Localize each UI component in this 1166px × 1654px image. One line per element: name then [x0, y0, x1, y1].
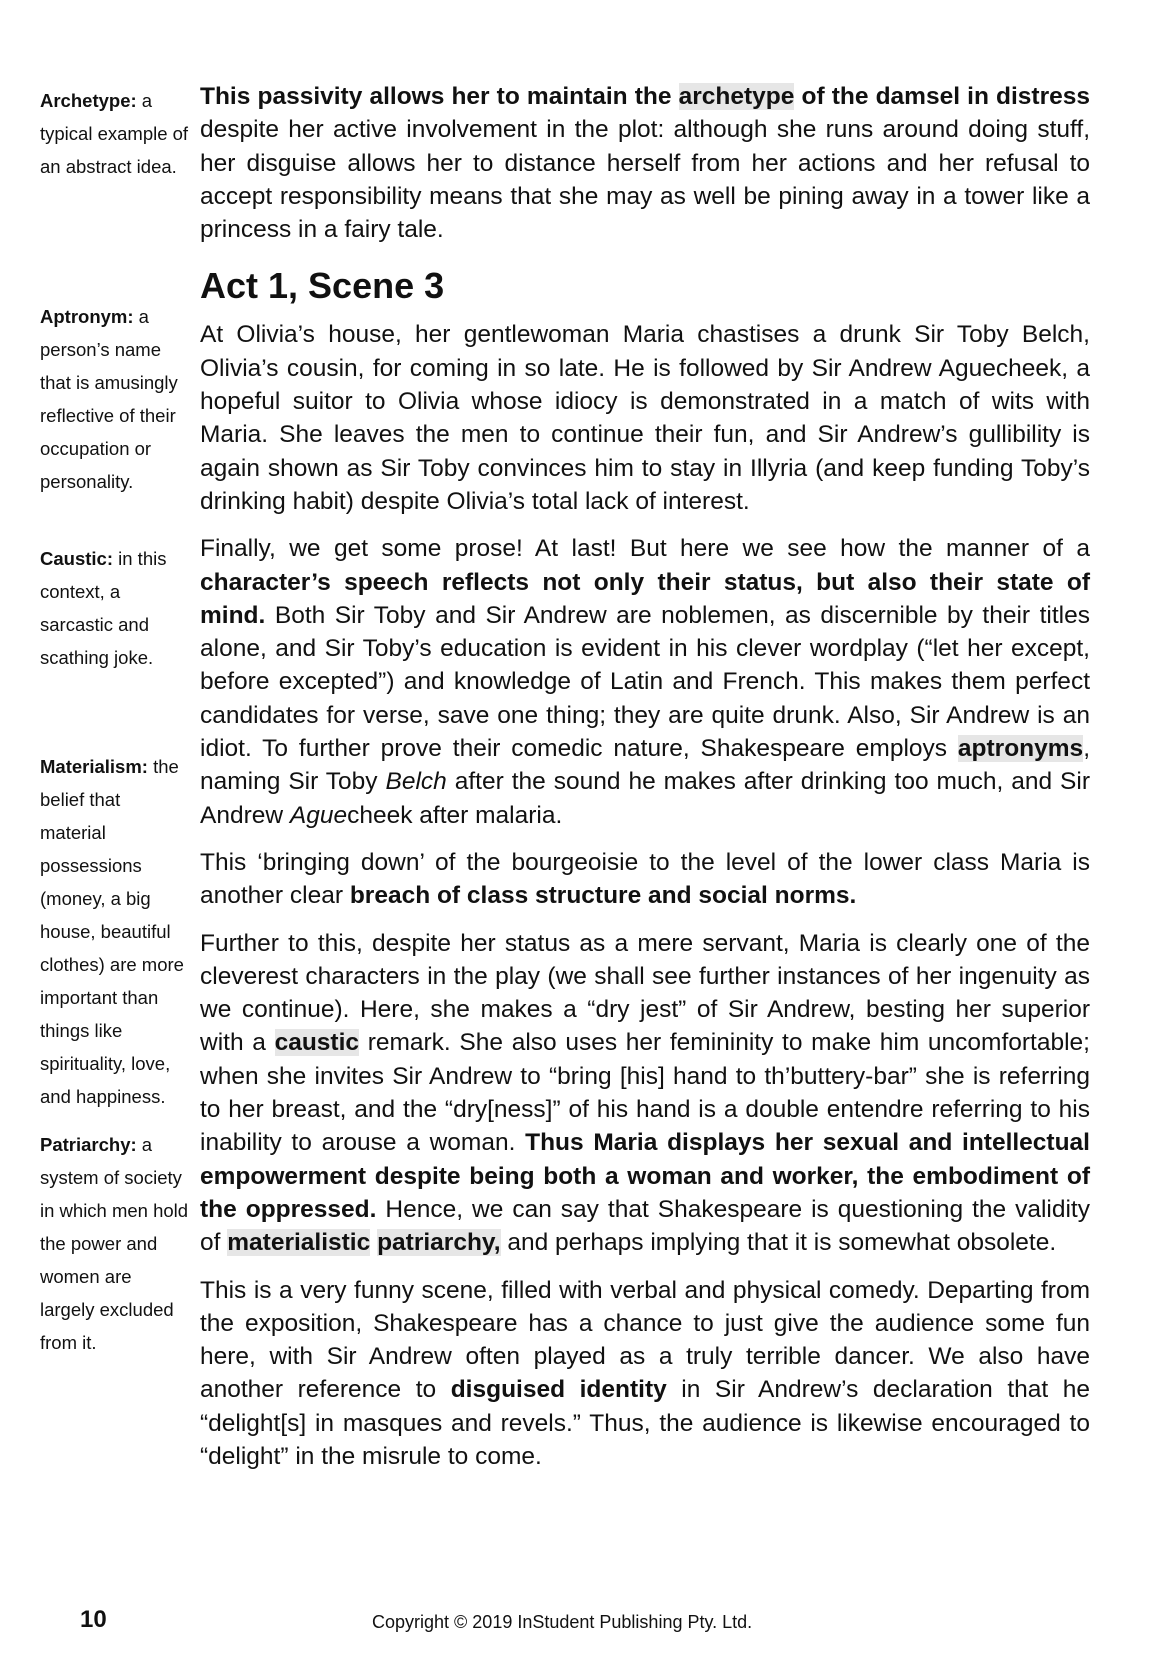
glossary-archetype — [40, 84, 190, 183]
body-text: remark. She also uses her femininity to make him uncomfortable; when she invites Sir Andrew to “bring [his] hand to th’buttery-bar” she is referring to her breast, and the “dry[ness]” of his hand is a double entendre referring to his inability to arouse a woman. — [200, 1029, 1090, 1157]
glossary-caustic — [40, 542, 190, 674]
paragraph-prose — [200, 532, 1090, 832]
glossary-definition: a typical example of an abstract idea. — [40, 90, 189, 177]
glossary-materialism — [40, 750, 190, 1113]
body-text: and perhaps implying that it is somewhat obsolete. — [500, 1229, 1057, 1257]
page-number: 10 — [80, 1606, 107, 1633]
body-text: after the sound he makes after drinking too much, and Sir Andrew — [200, 768, 1090, 829]
glossary-term: Caustic: — [40, 548, 113, 569]
glossary-term: Materialism: — [40, 756, 148, 777]
glossary-patriarchy — [40, 1128, 190, 1359]
body-text: Both Sir Toby and Sir Andrew are noblemen, as discernible by their titles alone, and Sir Toby’s education is evident in his clever wordplay (“let her except, before excepted”) and knowledge of Latin and French. This makes them perfect candidates for verse, save one thing; they are quite drunk. Also, Sir Andrew is an idiot. To further prove their comedic nature, Shakespeare employs — [200, 601, 1090, 763]
body-text: Hence, we can say that Shakespeare is questioning the validity of — [200, 1195, 1090, 1257]
bold-text: disguised identity — [450, 1376, 667, 1404]
bold-text: Thus Maria displays her sexual and intellectual empowerment despite being both a woman and worker, the embodiment of the oppressed. — [200, 1129, 1090, 1223]
paragraph-passivity — [200, 80, 1090, 246]
paragraph-bringing-down — [200, 846, 1090, 913]
body-text: This ‘bringing down’ of the bourgeoisie to the level of the lower class Maria is another clear — [200, 848, 1090, 910]
bold-text: breach of class structure and social norms. — [349, 882, 857, 910]
body-text: Further to this, despite her status as a mere servant, Maria is clearly one of the cleverest characters in the play (we shall see further instances of her ingenuity as we continue). Here, she makes a “dry jest” of Sir Andrew, besting her superior with a — [200, 929, 1090, 1057]
paragraph-maria — [200, 927, 1090, 1260]
highlight-aptronyms: aptronyms — [957, 735, 1084, 763]
glossary-definition: a system of society in which men hold the power and women are largely excluded from it. — [40, 1134, 189, 1353]
body-text: in Sir Andrew’s declaration that he “delight[s] in masques and revels.” Thus, the audience is likewise encouraged to “delight” in the misrule to come. — [200, 1376, 1091, 1470]
copyright-notice: Copyright © 2019 InStudent Publishing Pty. Ltd. — [372, 1612, 753, 1632]
glossary-definition: the belief that material possessions (money, a big house, beautiful clothes) are more important than things like spirituality, love, and happiness. — [40, 756, 184, 1107]
glossary-term: Aptronym: — [40, 306, 134, 327]
paragraph-funny-scene — [200, 1274, 1090, 1474]
body-text: Finally, we get some prose! At last! But here we see how the manner of a — [200, 535, 1090, 563]
highlight-patriarchy: patriarchy, — [377, 1229, 501, 1257]
glossary-aptronym — [40, 300, 190, 498]
highlight-caustic: caustic — [274, 1029, 360, 1057]
section-heading: Act 1, Scene 3 — [200, 265, 445, 307]
body-text: despite her active involvement in the plot: although she runs around doing stuff, her disguise allows her to distance herself from her actions and her refusal to accept responsibility means that she may as well be pining away in a tower like a princess in a fairy tale. — [200, 116, 1090, 244]
italic-text: Belch — [385, 768, 447, 796]
main-text — [200, 80, 1090, 1487]
bold-text: character’s speech reflects not only their status, but also their state of mind. — [200, 568, 1090, 629]
glossary-definition: in this context, a sarcastic and scathing joke. — [40, 548, 167, 668]
body-text: cheek after malaria. — [347, 801, 563, 829]
body-text: This is a very funny scene, filled with verbal and physical comedy. Departing from the exposition, Shakespeare has a chance to just give the audience some fun here, with Sir Andrew often played as a truly terrible dancer. We also have another reference to — [200, 1276, 1090, 1404]
italic-text: Ague — [289, 801, 348, 829]
paragraph-olivias-house: At Olivia’s house, her gentlewoman Maria chastises a drunk Sir Toby Belch, Olivia’s cousin, for coming in so late. He is followed by Sir Andrew Aguecheek, a hopeful suitor to Olivia whose idiocy is demonstrated in a match of wits with Maria. She leaves the men to continue their fun, and Sir Andrew’s gullibility is again shown as Sir Toby convinces him to stay in Illyria (and keep funding Toby’s drinking habit) despite Olivia’s total lack of interest. — [200, 321, 1090, 515]
body-text: , naming Sir Toby — [200, 735, 1090, 796]
highlight-archetype: archetype — [678, 83, 795, 110]
glossary-definition: a person’s name that is amusingly reflective of their occupation or personality. — [40, 306, 178, 492]
bold-text: of the damsel in distress — [794, 83, 1090, 110]
glossary-term: Patriarchy: — [40, 1134, 137, 1155]
bold-text: This passivity allows her to maintain the — [200, 83, 679, 110]
glossary-term: Archetype: — [40, 90, 137, 111]
highlight-materialistic: materialistic — [227, 1229, 371, 1257]
